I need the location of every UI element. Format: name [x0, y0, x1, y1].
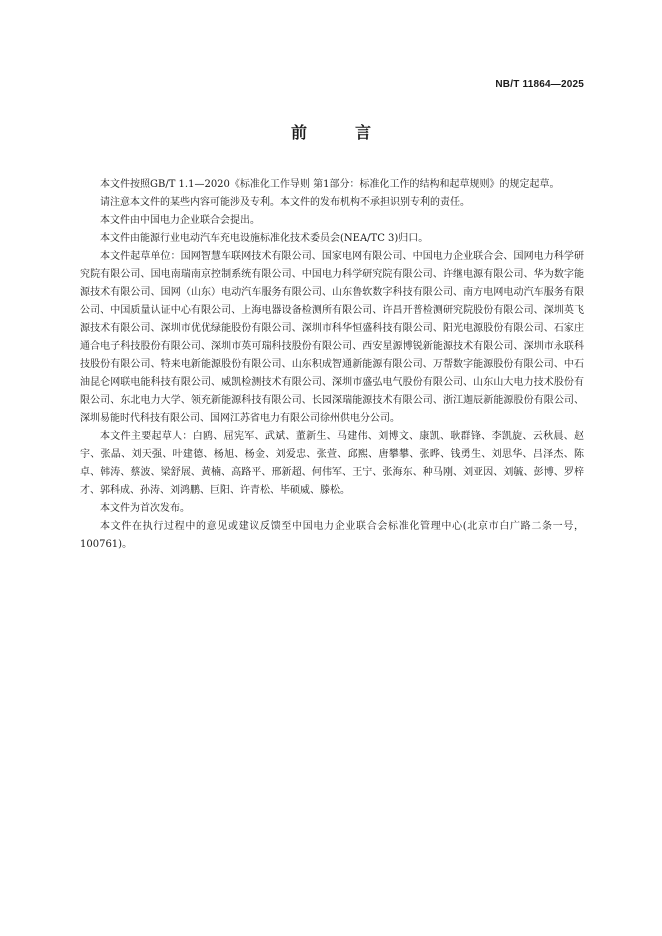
standard-code: NB/T 11864—2025	[495, 79, 584, 90]
paragraph-managed-by: 本文件由能源行业电动汽车充电设施标准化技术委员会(NEA/TC 3)归口。	[100, 233, 429, 244]
paragraph-drafters: 本文件主要起草人：白鸥、屈宪军、武斌、董新生、马建伟、刘博文、康凯、耿群锋、李凯旋、云秋晨、赵宇、张晶、刘天强、叶建德、杨旭、杨金、刘爱忠、张萱、邱熙、唐攀攀、张晔、钱勇生、刘思华、吕泽杰、陈卓、韩涛、蔡波、梁舒展、黄楠、高路平、邢新超、何伟军、王宁、张海东、种马刚、刘亚因、刘毓、彭博、罗梓才、郭科成、孙涛、刘鸿鹏、巨阳、许青松、毕硕威、滕松。	[80, 431, 584, 496]
foreword-body	[80, 176, 584, 554]
paragraph-proposed-by: 本文件由中国电力企业联合会提出。	[100, 215, 260, 226]
page-title: 前 言	[290, 123, 387, 142]
paragraph-patent-notice: 请注意本文件的某些内容可能涉及专利。本文件的发布机构不承担识别专利的责任。	[100, 197, 470, 208]
paragraph-feedback: 本文件在执行过程中的意见或建议反馈至中国电力企业联合会标准化管理中心(北京市白广路二条一号，100761)。	[80, 521, 584, 550]
paragraph-drafting-organizations: 本文件起草单位：国网智慧车联网技术有限公司、国家电网有限公司、中国电力企业联合会、国网电力科学研究院有限公司、国电南瑞南京控制系统有限公司、中国电力科学研究院有限公司、许继电源有限公司、华为数字能源技术有限公司、国网（山东）电动汽车服务有限公司、山东鲁软数字科技有限公司、南方电网电动汽车服务有限公司、中国质量认证中心有限公司、上海电器设备检测所有限公司、许昌开普检测研究院股份有限公司、深圳英飞源技术有限公司、深圳市优优绿能股份有限公司、深圳市科华恒盛科技有限公司、阳光电源股份有限公司、石家庄通合电子科技股份有限公司、深圳市英可瑞科技股份有限公司、西安星源博锐新能源技术有限公司、深圳市永联科技股份有限公司、特来电新能源股份有限公司、山东积成智通新能源有限公司、万帮数字能源股份有限公司、中石油昆仑网联电能科技有限公司、威凯检测技术有限公司、深圳市盛弘电气股份有限公司、山东山大电力技术股份有限公司、东北电力大学、领充新能源科技有限公司、长园深瑞能源技术有限公司、浙江迦辰新能源股份有限公司、深圳易能时代科技有限公司、国网江苏省电力有限公司徐州供电分公司。	[80, 251, 584, 424]
paragraph-first-release: 本文件为首次发布。	[100, 503, 190, 514]
paragraph-drafting-rules: 本文件按照GB/T 1.1—2020《标准化工作导则 第1部分：标准化工作的结构和起草规则》的规定起草。	[100, 179, 560, 190]
